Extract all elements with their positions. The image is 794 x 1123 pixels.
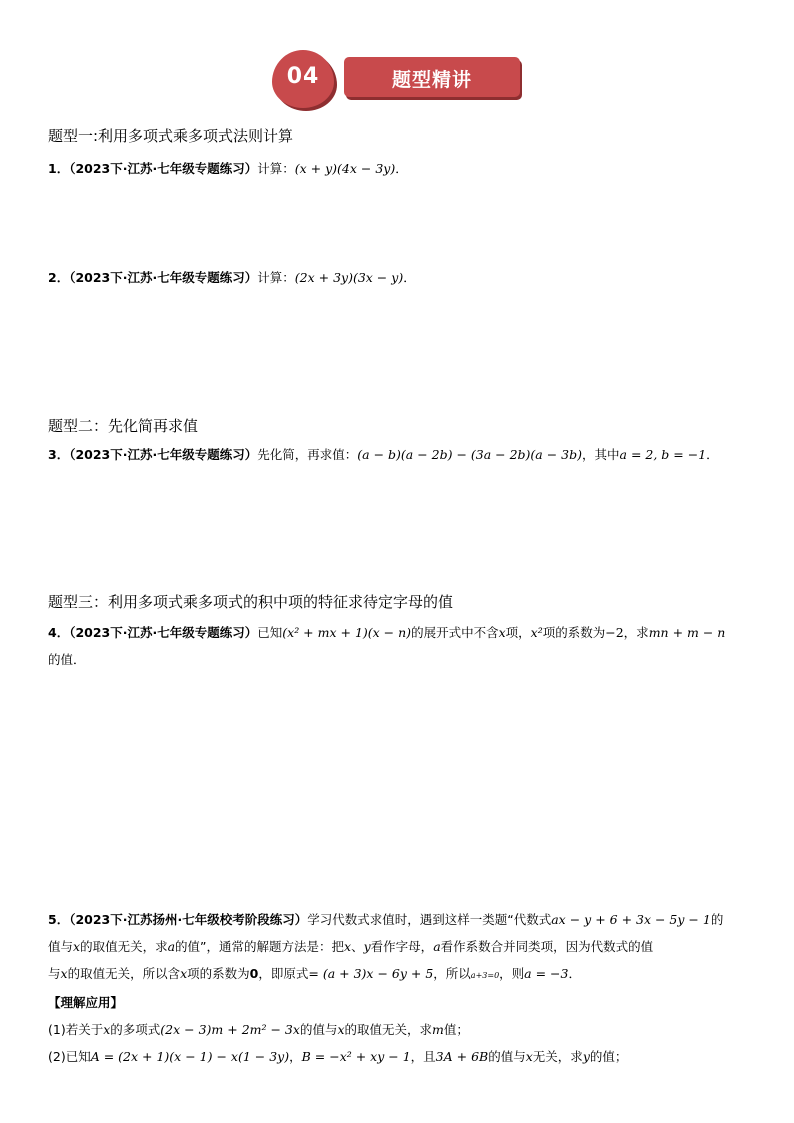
math-expression: A = (2x + 1)(x − 1) − x(1 − 3y) bbox=[90, 1049, 290, 1064]
math-expression: −2 bbox=[605, 625, 624, 640]
q5-line-3 bbox=[48, 960, 758, 989]
math-expression: a bbox=[433, 939, 441, 954]
math-expression: x bbox=[337, 1022, 345, 1037]
math-expression: (2x + 3y)(3x − y) bbox=[294, 270, 404, 285]
punct: ． bbox=[403, 270, 416, 285]
question-text: ，且 bbox=[410, 1049, 436, 1064]
question-text: (1)若关于 bbox=[48, 1022, 104, 1037]
q5-part-2 bbox=[48, 1043, 758, 1070]
question-text: 与 bbox=[48, 966, 61, 981]
question-text: 的取值无关，所以含 bbox=[67, 966, 181, 981]
question-source: （2023下·江苏·七年级专题练习） bbox=[69, 270, 258, 285]
question-text: 的值． bbox=[48, 652, 86, 667]
math-expression: a = −3 bbox=[524, 966, 569, 981]
question-text: 的值与 bbox=[488, 1049, 526, 1064]
question-text: 项， bbox=[505, 625, 531, 640]
question-number: 4． bbox=[48, 625, 70, 640]
math-expression: = (a + 3)x − 6y + 5 bbox=[308, 966, 434, 981]
math-expression: x bbox=[73, 939, 81, 954]
question-text: ，即原式 bbox=[258, 966, 309, 981]
math-expression: (a − b)(a − 2b) − (3a − 2b)(a − 3b) bbox=[357, 447, 583, 462]
q5-part-1 bbox=[48, 1016, 758, 1043]
math-expression: x bbox=[180, 966, 188, 981]
question-number: 5． bbox=[48, 912, 70, 927]
question-text: 已知 bbox=[257, 625, 283, 640]
q5-line-1 bbox=[48, 906, 758, 933]
math-expression: (x + y)(4x − 3y) bbox=[294, 161, 396, 176]
question-number: 2． bbox=[48, 270, 70, 285]
question-text: 计算： bbox=[257, 270, 295, 285]
math-expression: x bbox=[498, 625, 506, 640]
math-expression: x bbox=[344, 939, 352, 954]
math-expression: x bbox=[60, 966, 68, 981]
math-expression: m bbox=[432, 1022, 444, 1037]
question-text: 的取值无关，求 bbox=[80, 939, 168, 954]
math-expression: x bbox=[525, 1049, 533, 1064]
question-text: 的取值无关，求 bbox=[344, 1022, 433, 1037]
math-expression: y bbox=[363, 939, 371, 954]
question-text: 项的系数为 bbox=[187, 966, 250, 981]
math-expression: a = 2, b = −1 bbox=[619, 447, 707, 462]
title-banner bbox=[344, 57, 520, 97]
section-title-1: 题型一:利用多项式乘多项式法则计算 bbox=[48, 127, 294, 145]
question-number: 3． bbox=[48, 447, 70, 462]
question-text: 学习代数式求值时，遇到这样一类题“代数式 bbox=[307, 912, 552, 927]
question-text: ，则 bbox=[499, 966, 525, 981]
question-1 bbox=[48, 155, 748, 182]
question-text: 的值与 bbox=[299, 1022, 338, 1037]
question-text: 计算： bbox=[257, 161, 295, 176]
math-expression: x² bbox=[530, 625, 543, 640]
question-text: ，求 bbox=[623, 625, 649, 640]
question-text: 的 bbox=[710, 912, 724, 927]
question-source: （2023下·江苏·七年级专题练习） bbox=[69, 447, 258, 462]
math-expression: (2x − 3)m + 2m² − 3x bbox=[160, 1022, 300, 1037]
question-text: 的值； bbox=[589, 1049, 628, 1064]
math-expression: a bbox=[167, 939, 176, 954]
q5-apply-heading: 【理解应用】 bbox=[48, 995, 124, 1010]
banner-title: 题型精讲 bbox=[391, 69, 472, 91]
section-title-3: 题型三：利用多项式乘多项式的积中项的特征求待定字母的值 bbox=[48, 593, 454, 611]
question-text: (2)已知 bbox=[48, 1049, 91, 1064]
punct: ． bbox=[706, 447, 719, 462]
question-text: ，所以 bbox=[433, 966, 471, 981]
q5-line-2 bbox=[48, 933, 758, 960]
math-expression: (x² + mx + 1)(x − n) bbox=[282, 625, 412, 640]
question-2 bbox=[48, 264, 748, 291]
math-expression: ax − y + 6 + 3x − 5y − 1 bbox=[551, 912, 711, 927]
question-text: 先化简，再求值： bbox=[257, 447, 358, 462]
question-source: （2023下·江苏扬州·七年级校考阶段练习） bbox=[69, 912, 308, 927]
section-header bbox=[272, 50, 522, 106]
math-expression: 3A + 6B bbox=[435, 1049, 489, 1064]
question-text: 值与 bbox=[48, 939, 74, 954]
question-number: 1． bbox=[48, 161, 70, 176]
math-expression: x bbox=[103, 1022, 111, 1037]
question-text: 的多项式 bbox=[110, 1022, 161, 1037]
question-text: 、 bbox=[351, 939, 364, 954]
question-3 bbox=[48, 441, 748, 468]
badge-number: 04 bbox=[286, 64, 320, 89]
question-text: 看作字母， bbox=[370, 939, 434, 954]
punct: ． bbox=[568, 966, 581, 981]
question-text: 无关，求 bbox=[532, 1049, 583, 1064]
punct: ． bbox=[395, 161, 408, 176]
math-expression: y bbox=[582, 1049, 590, 1064]
question-text: ，其中 bbox=[582, 447, 620, 462]
question-source: （2023下·江苏·七年级专题练习） bbox=[69, 161, 258, 176]
question-text: 项的系数为 bbox=[542, 625, 606, 640]
question-5 bbox=[48, 906, 758, 1070]
question-text: 的展开式中不含 bbox=[411, 625, 499, 640]
math-expression: mn + m − n bbox=[648, 625, 726, 640]
section-title-2: 题型二：先化简再求值 bbox=[48, 417, 199, 435]
question-text: ， bbox=[289, 1049, 302, 1064]
number-badge bbox=[272, 50, 334, 108]
question-4 bbox=[48, 619, 748, 673]
question-text: 看作系数合并同类项，因为代数式的值 bbox=[440, 939, 654, 954]
question-text: 值； bbox=[443, 1022, 469, 1037]
math-expression: a+3=0 bbox=[470, 971, 500, 980]
question-source: （2023下·江苏·七年级专题练习） bbox=[69, 625, 258, 640]
question-text: 0 bbox=[249, 966, 259, 981]
math-expression: B = −x² + xy − 1 bbox=[301, 1049, 411, 1064]
question-text: 的值”，通常的解题方法是：把 bbox=[175, 939, 345, 954]
